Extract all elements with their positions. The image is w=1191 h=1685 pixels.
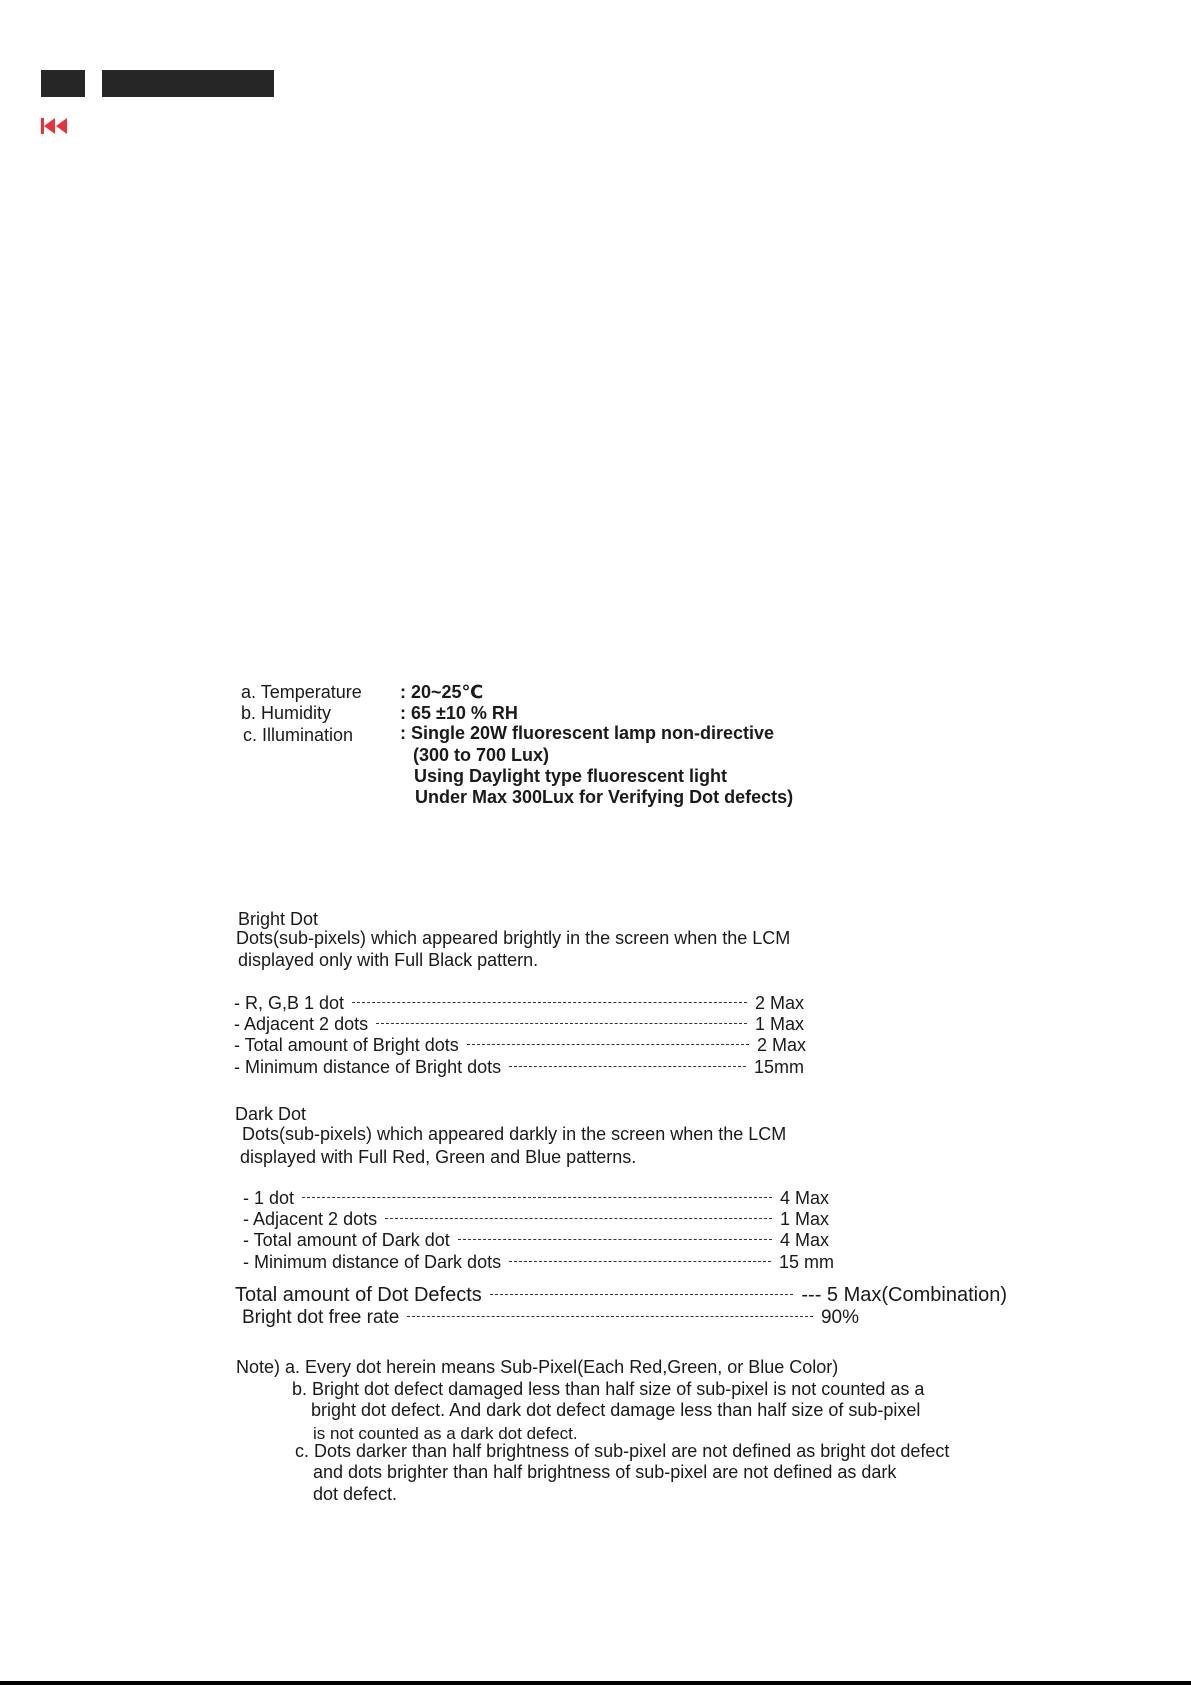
total-defects-label: Total amount of Dot Defects <box>235 1284 482 1306</box>
bright-dot-title: Bright Dot <box>238 909 319 929</box>
leader-dashes <box>385 1218 772 1219</box>
bright-row-label: - Total amount of Bright dots <box>234 1035 459 1055</box>
bright-row-label: - Adjacent 2 dots <box>234 1014 369 1034</box>
dark-row-label: - Adjacent 2 dots <box>243 1209 378 1229</box>
leader-dashes <box>352 1002 747 1003</box>
bright-free-rate-value: 90% <box>820 1307 859 1328</box>
illumination-line-4: Under Max 300Lux for Verifying Dot defects) <box>415 787 794 807</box>
header-block-small <box>41 70 85 97</box>
dark-row-label: - Total amount of Dark dot <box>243 1230 450 1250</box>
note-b-line-1: b. Bright dot defect damaged less than half size of sub-pixel is not counted as a <box>292 1379 925 1399</box>
illumination-line-3: Using Daylight type fluorescent light <box>414 766 728 786</box>
leader-dashes <box>302 1197 772 1198</box>
dark-row-value: 15 mm <box>778 1252 834 1272</box>
leader-dashes <box>490 1294 794 1295</box>
bright-row-label: - Minimum distance of Bright dots <box>234 1057 502 1077</box>
leader-dashes <box>458 1239 772 1240</box>
total-defects-value: --- 5 Max(Combination) <box>801 1284 1007 1306</box>
note-c-line-1: c. Dots darker than half brightness of sub-pixel are not defined as bright dot defect <box>295 1441 950 1461</box>
leader-dashes <box>509 1066 746 1067</box>
dark-dot-title: Dark Dot <box>235 1104 307 1124</box>
leader-dashes <box>376 1023 747 1024</box>
bright-row-adjacent <box>234 1014 804 1035</box>
bright-row-value: 2 Max <box>754 993 804 1013</box>
dark-row-distance <box>243 1252 834 1273</box>
bright-row-value: 15mm <box>753 1057 804 1077</box>
dark-row-value: 1 Max <box>779 1209 829 1229</box>
bright-dot-desc-1: Dots(sub-pixels) which appeared brightly in the screen when the LCM <box>236 928 791 948</box>
illumination-label: c. Illumination <box>243 725 354 745</box>
note-c-line-3: dot defect. <box>313 1484 398 1504</box>
dark-dot-desc-2: displayed with Full Red, Green and Blue patterns. <box>240 1147 637 1167</box>
header-block-wide <box>102 70 274 97</box>
dark-row-one <box>243 1188 829 1209</box>
skip-back-icon[interactable] <box>40 116 70 136</box>
bright-dot-desc-2: displayed only with Full Black pattern. <box>238 950 539 970</box>
total-defects-row <box>235 1284 1007 1307</box>
leader-dashes <box>407 1316 813 1317</box>
note-b-line-2: bright dot defect. And dark dot defect damage less than half size of sub-pixel <box>311 1400 921 1420</box>
bright-row-distance <box>234 1057 804 1078</box>
dark-row-label: - 1 dot <box>243 1188 295 1208</box>
bright-row-value: 1 Max <box>754 1014 804 1034</box>
bright-row-value: 2 Max <box>756 1035 806 1055</box>
humidity-label: b. Humidity <box>241 703 332 723</box>
dark-row-value: 4 Max <box>779 1230 829 1250</box>
dark-row-label: - Minimum distance of Dark dots <box>243 1252 502 1272</box>
dark-dot-desc-1: Dots(sub-pixels) which appeared darkly in the screen when the LCM <box>242 1124 787 1144</box>
bright-free-rate-label: Bright dot free rate <box>242 1307 400 1328</box>
illumination-line-2: (300 to 700 Lux) <box>413 745 550 765</box>
temperature-value: : 20~25℃ <box>400 682 484 702</box>
bright-free-rate-row <box>242 1307 859 1329</box>
bottom-edge-rule <box>0 1681 1191 1685</box>
leader-dashes <box>467 1044 749 1045</box>
note-b-line-3: is not counted as a dark dot defect. <box>313 1424 578 1443</box>
illumination-value: : Single 20W fluorescent lamp non-directive <box>400 723 775 743</box>
dark-row-value: 4 Max <box>779 1188 829 1208</box>
note-c-line-2: and dots brighter than half brightness of sub-pixel are not defined as dark <box>313 1462 897 1482</box>
leader-dashes <box>509 1261 771 1262</box>
humidity-value: : 65 ±10 % RH <box>400 703 518 723</box>
note-a: Note) a. Every dot herein means Sub-Pixel(Each Red,Green, or Blue Color) <box>236 1357 839 1377</box>
temperature-label: a. Temperature <box>241 682 362 702</box>
dark-row-adjacent <box>243 1209 829 1230</box>
bright-row-rgb <box>234 993 804 1014</box>
bright-row-total <box>234 1035 806 1056</box>
bright-row-label: - R, G,B 1 dot <box>234 993 345 1013</box>
dark-row-total <box>243 1230 829 1251</box>
